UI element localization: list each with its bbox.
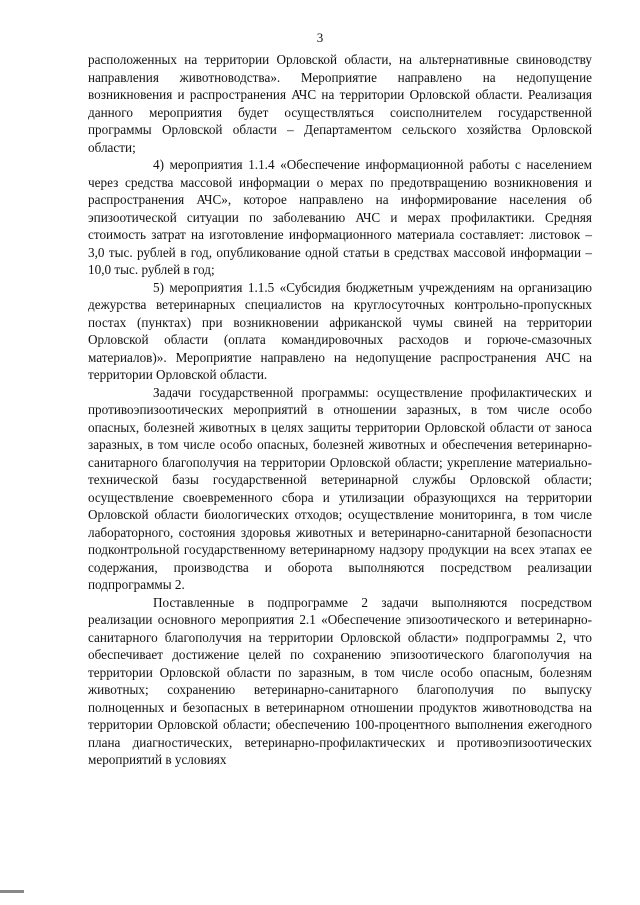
paragraph-program-tasks: Задачи государственной программы: осуществление профилактических и противоэпизоотических мероприятий в отношении заразных, в том числе особо опасных, болезней животных в целях защиты территории Орловской области от заноса заразных, в том числе особо опасных, болезней животных и обеспечения ветеринарно-санитарного благополучия на территории Орловской области; укрепление материально-технической базы государственной ветеринарной службы Орловской области; осуществление своевременного сбора и утилизации образующихся на территории Орловской области биологических отходов; осуществление мониторинга, в том числе лабораторного, состояния здоровья животных и ветеринарно-санитарной безопасности подконтрольной государственному ветеринарному надзору продукции на всех этапах ее содержания, производства и оборота выполняются посредством реализации подпрограммы 2. [88,384,592,592]
paragraph-measure-1-1-4: 4) мероприятия 1.1.4 «Обеспечение информационной работы с населением через средства массовой информации о мерах по предотвращению возникновения и распространения АЧС», которое направлено на информирование населения об эпизоотической ситуации по заболеванию АЧС и мерах профилактики. Средняя стоимость затрат на изготовление информационного материала составляет: листовок – 3,0 тыс. рублей в год, опубликование одной статьи в средствах массовой информации – 10,0 тыс. рублей в год; [88,157,592,277]
paragraph-subprogram-2: Поставленные в подпрограмме 2 задачи выполняются посредством реализации основного мероприятия 2.1 «Обеспечение эпизоотического и ветеринарно-санитарного благополучия на территории Орловской области» подпрограммы 2, что обеспечивает достижение целей по сохранению эпизоотического благополучия на территории Орловской области по заразным, в том числе особо опасным, болезням животных; сохранению ветеринарно-санитарного благополучия по выпуску полноценных и безопасных в ветеринарном отношении продуктов животноводства на территории Орловской области; обеспечению 100-процентного выполнения ежегодного плана диагностических, ветеринарно-профилактических и противоэпизоотических мероприятий в условиях [88,594,592,767]
document-body [88,51,592,769]
scan-edge-mark [0,890,24,893]
paragraph-measure-1-1-5: 5) мероприятия 1.1.5 «Субсидия бюджетным учреждениям на организацию дежурства ветеринарных специалистов на круглосуточных контрольно-пропускных постах (пунктах) при возникновении африканской чумы свиней на территории Орловской области (оплата командировочных расходов и горюче-смазочных материалов)». Мероприятие направлено на недопущение распространения АЧС на территории Орловской области. [88,279,592,382]
paragraph-continuation: расположенных на территории Орловской области, на альтернативные свиноводству направления животноводства». Мероприятие направлено на недопущение возникновения и распространения АЧС на территории Орловской области. Реализация данного мероприятия будет осуществляться соисполнителем государственной программы Орловской области – Департаментом сельского хозяйства Орловской области; [88,52,592,155]
page-number: 3 [316,30,324,45]
